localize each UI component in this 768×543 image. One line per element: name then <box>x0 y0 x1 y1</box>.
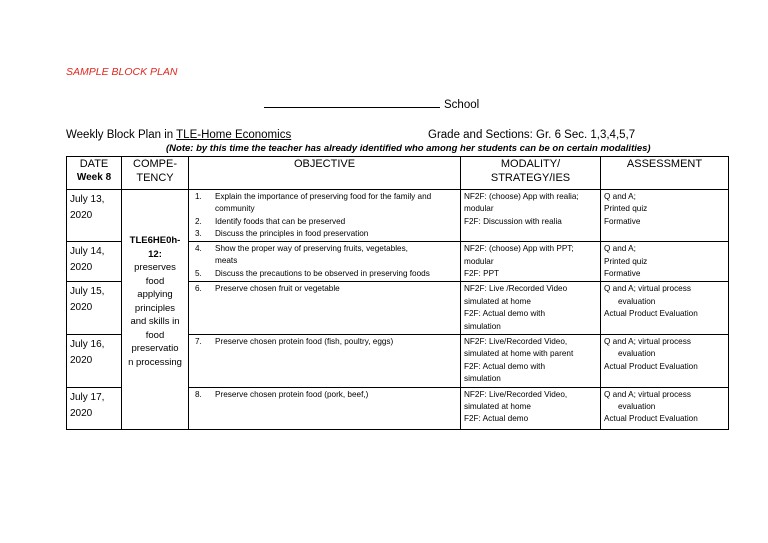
date-line: 2020 <box>70 355 93 367</box>
assessment-header <box>601 157 729 190</box>
modality-line: modular <box>464 204 494 214</box>
objective-cell <box>189 282 461 335</box>
assessment-line: Actual Product Evaluation <box>604 414 698 424</box>
objective-cell <box>189 387 461 429</box>
date-cell <box>67 387 122 429</box>
competency-header <box>122 157 189 190</box>
objective-line: 2. Identify foods that can be preserved <box>195 216 346 226</box>
assessment-line: evaluation <box>618 349 656 359</box>
school-label: School <box>444 99 480 111</box>
date-line: July 14, <box>70 246 105 258</box>
assessment-cell <box>601 387 729 429</box>
objective-cell <box>189 335 461 388</box>
modality-line: simulation <box>464 321 501 331</box>
teacher-note: (Note: by this time the teacher has already identified who among her students can be on certain modalities) <box>166 143 651 154</box>
assessment-line: Actual Product Evaluation <box>604 361 698 371</box>
date-line: July 15, <box>70 286 105 298</box>
modality-line: modular <box>464 256 494 266</box>
school-blank <box>264 97 440 108</box>
assessment-line: Formative <box>604 216 641 226</box>
modality-line: NF2F: (choose) App with realia; <box>464 192 579 201</box>
block-plan-table <box>66 156 729 430</box>
date-header <box>67 157 122 190</box>
assessment-cell <box>601 282 729 335</box>
assessment-cell <box>601 242 729 282</box>
table-row <box>67 190 729 242</box>
competency-line: food <box>145 275 165 287</box>
competency-line: and skills in <box>130 316 180 327</box>
date-cell <box>67 335 122 388</box>
assessment-header-label: ASSESSMENT <box>626 158 703 170</box>
weekly-prefix: Weekly Block Plan in <box>66 129 177 141</box>
modality-header <box>461 157 601 190</box>
week-label: Week 8 <box>76 172 112 183</box>
subject-link[interactable]: TLE-Home Economics <box>176 129 292 141</box>
modality-line: simulated at home with parent <box>464 349 574 359</box>
date-header-label: DATE <box>79 158 109 170</box>
assessment-line: Q and A; virtual process <box>604 389 691 399</box>
competency-line: preserves <box>134 262 176 273</box>
modality-cell <box>461 282 601 335</box>
objective-header <box>189 157 461 190</box>
modality-header-line1: MODALITY/ <box>500 158 561 170</box>
modality-line: F2F: Actual demo <box>464 414 529 424</box>
modality-cell <box>461 387 601 429</box>
assessment-line: Printed quiz <box>604 256 648 266</box>
assessment-line: evaluation <box>618 296 656 306</box>
competency-line: food <box>145 329 165 341</box>
modality-line: simulated at home <box>464 296 531 306</box>
modality-line: F2F: Discussion with realia <box>464 216 562 226</box>
date-cell <box>67 242 122 282</box>
date-cell <box>67 282 122 335</box>
modality-cell <box>461 242 601 282</box>
objective-header-label: OBJECTIVE <box>293 158 356 170</box>
assessment-line: Q and A; <box>604 192 636 201</box>
modality-line: NF2F: (choose) App with PPT; <box>464 244 574 254</box>
assessment-line: evaluation <box>618 402 656 412</box>
competency-line: preservatio <box>131 343 179 354</box>
competency-line: n processing <box>128 356 182 368</box>
date-line: July 16, <box>70 339 105 351</box>
modality-line: F2F: Actual demo with <box>464 309 545 319</box>
objective-line: 5. Discuss the precautions to be observed in preserving foods <box>195 268 430 278</box>
weekly-block-plan-heading <box>66 129 291 141</box>
competency-line: principles <box>134 302 176 314</box>
objective-cell <box>189 190 461 242</box>
assessment-line: Q and A; virtual process <box>604 284 691 294</box>
objective-line: community <box>215 204 255 214</box>
competency-cell <box>122 190 189 430</box>
sample-block-plan-title: SAMPLE BLOCK PLAN <box>66 66 178 78</box>
competency-code-suffix: 12: <box>148 248 162 260</box>
assessment-line: Printed quiz <box>604 204 648 214</box>
objective-line: meats <box>215 256 238 266</box>
objective-line: 8. Preserve chosen protein food (pork, beef,) <box>195 389 369 399</box>
objective-line: 1. Explain the importance of preserving food for the family and <box>195 192 432 201</box>
date-cell <box>67 190 122 242</box>
school-line <box>264 97 479 111</box>
assessment-line: Q and A; virtual process <box>604 337 691 347</box>
objective-cell <box>189 242 461 282</box>
modality-line: simulation <box>464 374 501 384</box>
modality-line: NF2F: Live /Recorded Video <box>464 284 568 294</box>
competency-line: applying <box>137 289 173 300</box>
assessment-cell <box>601 190 729 242</box>
assessment-line: Formative <box>604 269 641 278</box>
modality-line: F2F: Actual demo with <box>464 361 545 371</box>
date-line: 2020 <box>70 210 93 221</box>
modality-cell <box>461 190 601 242</box>
objective-line: 3. Discuss the principles in food preservation <box>195 228 369 238</box>
modality-header-line2: STRATEGY/IES <box>490 172 571 184</box>
modality-line: F2F: PPT <box>464 269 500 278</box>
assessment-cell <box>601 335 729 388</box>
date-line: July 17, <box>70 391 105 403</box>
grade-sections: Grade and Sections: Gr. 6 Sec. 1,3,4,5,7 <box>428 129 636 141</box>
date-line: 2020 <box>70 407 93 419</box>
objective-line: 7. Preserve chosen protein food (fish, poultry, eggs) <box>195 337 394 347</box>
assessment-line: Q and A; <box>604 244 636 254</box>
date-line: 2020 <box>70 262 93 274</box>
modality-line: NF2F: Live/Recorded Video, <box>464 337 568 347</box>
date-line: July 13, <box>70 194 105 205</box>
modality-line: NF2F: Live/Recorded Video, <box>464 389 568 399</box>
competency-header-line2: TENCY <box>136 172 174 184</box>
assessment-line: Actual Product Evaluation <box>604 309 698 319</box>
objective-line: 4. Show the proper way of preserving fruits, vegetables, <box>195 244 408 254</box>
competency-code: TLE6HE0h- <box>129 235 181 246</box>
objective-line: 6. Preserve chosen fruit or vegetable <box>195 284 340 294</box>
modality-line: simulated at home <box>464 402 531 412</box>
modality-cell <box>461 335 601 388</box>
competency-header-line1: COMPE- <box>133 158 177 170</box>
date-line: 2020 <box>70 302 93 314</box>
